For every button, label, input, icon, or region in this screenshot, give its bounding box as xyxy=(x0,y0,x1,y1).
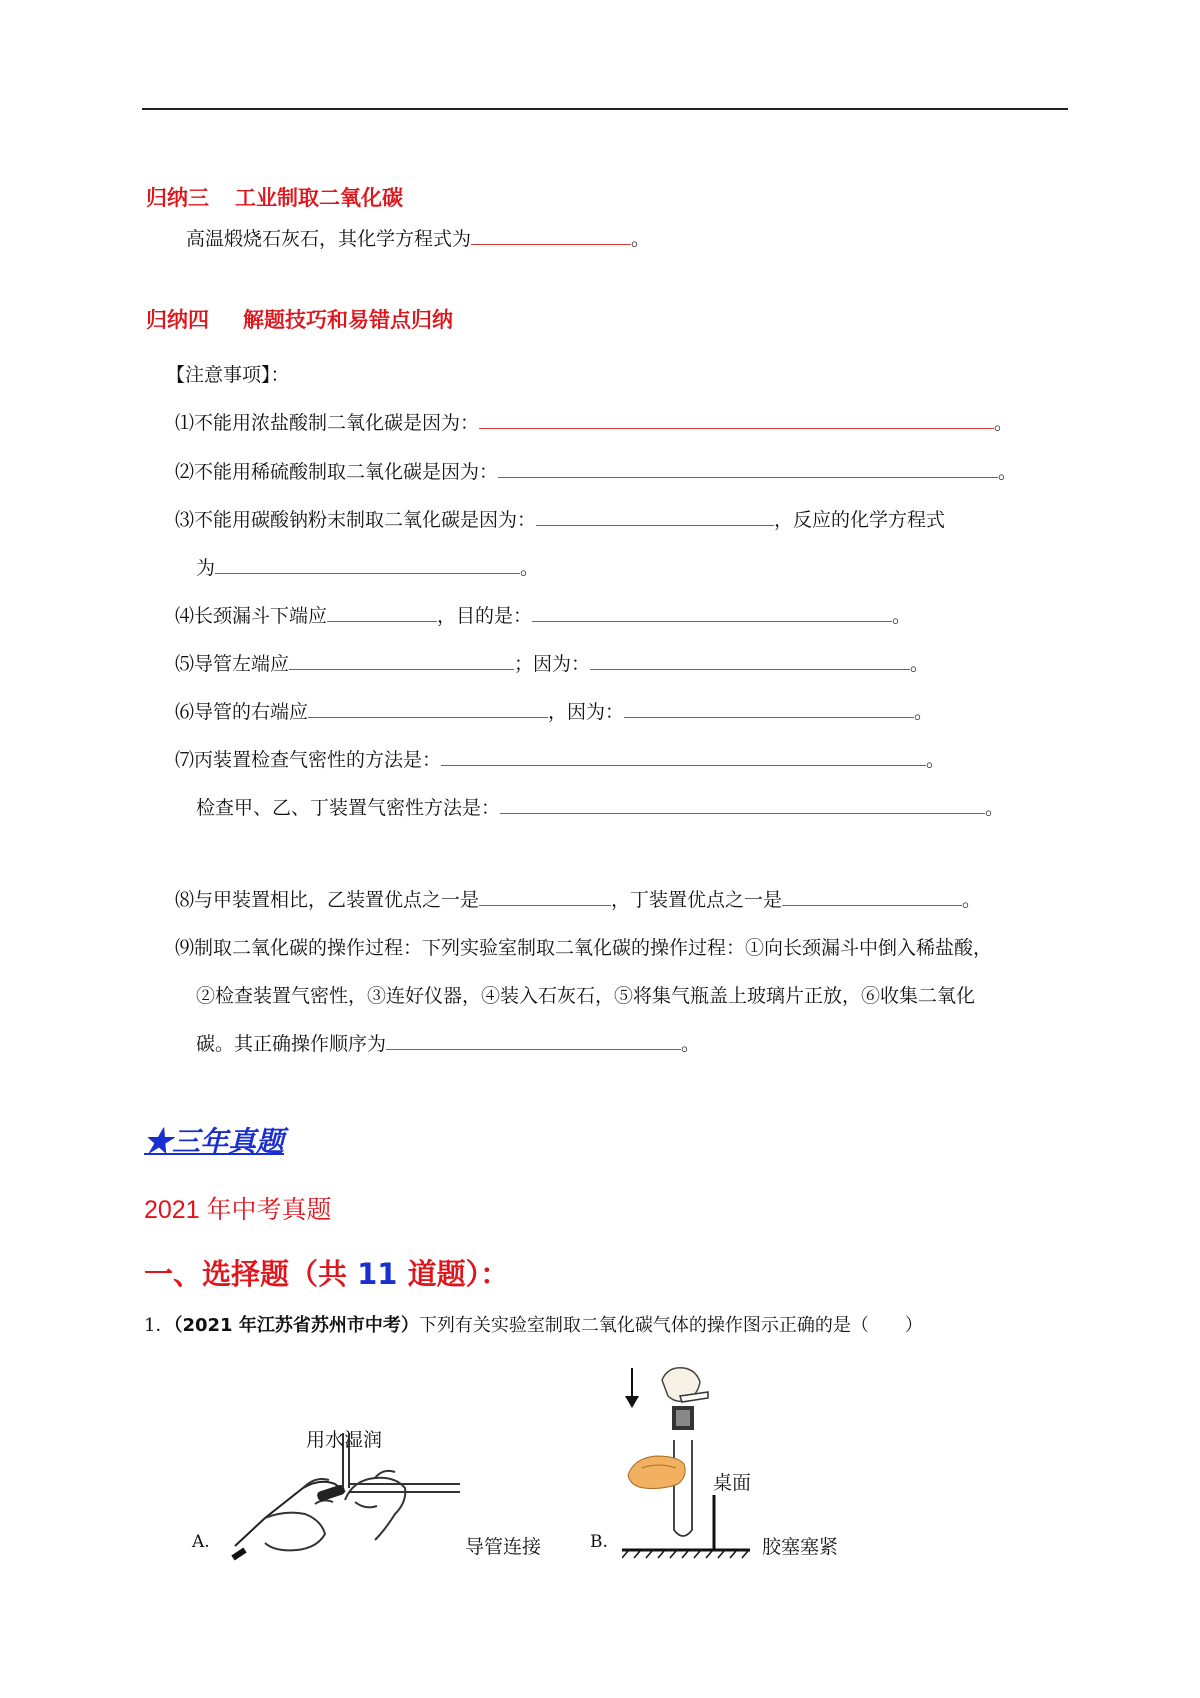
three-year-exam-title: ★三年真题 xyxy=(144,1125,285,1158)
notes-header: 【注意事项】： xyxy=(166,364,290,386)
year-title: 2021 年中考真题 xyxy=(144,1196,332,1224)
answer-blank[interactable] xyxy=(308,699,548,718)
option-a-letter[interactable]: A. xyxy=(192,1532,210,1552)
option-a-caption: 导管连接 xyxy=(465,1536,542,1558)
option-b-label: 桌面 xyxy=(713,1472,752,1494)
answer-blank[interactable] xyxy=(782,887,962,906)
section-3-text: 高温煅烧石灰石，其化学方程式为 。 xyxy=(186,228,651,250)
section-4-title: 归纳四 解题技巧和易错点归纳 xyxy=(146,308,453,332)
note-9-end: 碳。其正确操作顺序为 。 xyxy=(196,1033,701,1055)
note-6: ⑹导管的右端应 ，因为： 。 xyxy=(175,701,934,723)
note-9: ⑼制取二氧化碳的操作过程：下列实验室制取二氧化碳的操作过程：①向长颈漏斗中倒入稀盐酸， xyxy=(175,937,993,959)
answer-blank[interactable] xyxy=(386,1031,681,1050)
note-7: ⑺丙装置检查气密性的方法是： 。 xyxy=(175,749,946,771)
answer-blank[interactable] xyxy=(536,507,774,526)
option-b-caption: 胶塞塞紧 xyxy=(762,1536,839,1558)
header-rule xyxy=(142,108,1068,110)
note-7-cont: 检查甲、乙、丁装置气密性方法是： 。 xyxy=(196,797,1005,819)
section-3-title: 归纳三 工业制取二氧化碳 xyxy=(146,186,403,210)
note-3: ⑶不能用碳酸钠粉末制取二氧化碳是因为： ，反应的化学方程式 xyxy=(175,509,946,531)
answer-blank[interactable] xyxy=(624,699,914,718)
answer-blank[interactable] xyxy=(479,410,994,429)
answer-blank[interactable] xyxy=(532,603,892,622)
option-b-illustration xyxy=(622,1360,752,1560)
note-8: ⑻与甲装置相比，乙装置优点之一是 ，丁装置优点之一是 。 xyxy=(175,889,982,911)
answer-blank[interactable] xyxy=(327,603,437,622)
option-a-label: 用水湿润 xyxy=(306,1429,383,1451)
answer-blank[interactable] xyxy=(479,887,611,906)
answer-blank[interactable] xyxy=(471,226,631,245)
answer-blank[interactable] xyxy=(289,651,514,670)
answer-blank[interactable] xyxy=(498,459,998,478)
section-title: 一、选择题（共 11 道题）： xyxy=(144,1257,510,1291)
note-3-cont: 为 。 xyxy=(196,557,540,579)
answer-blank[interactable] xyxy=(215,555,520,574)
note-5: ⑸导管左端应 ；因为： 。 xyxy=(175,653,930,675)
answer-blank[interactable] xyxy=(500,795,985,814)
answer-blank[interactable] xyxy=(441,747,926,766)
option-b-letter[interactable]: B. xyxy=(590,1532,608,1552)
question-1: 1．（2021 年江苏省苏州市中考）下列有关实验室制取二氧化碳气体的操作图示正确的是（ ） xyxy=(144,1315,923,1336)
note-1: ⑴不能用浓盐酸制二氧化碳是因为： 。 xyxy=(175,412,1014,434)
answer-blank[interactable] xyxy=(590,651,910,670)
note-4: ⑷长颈漏斗下端应 ，目的是： 。 xyxy=(175,605,912,627)
note-9-cont: ②检查装置气密性，③连好仪器，④装入石灰石，⑤将集气瓶盖上玻璃片正放，⑥收集二氧化 xyxy=(196,985,976,1007)
note-2: ⑵不能用稀硫酸制取二氧化碳是因为： 。 xyxy=(175,461,1018,483)
